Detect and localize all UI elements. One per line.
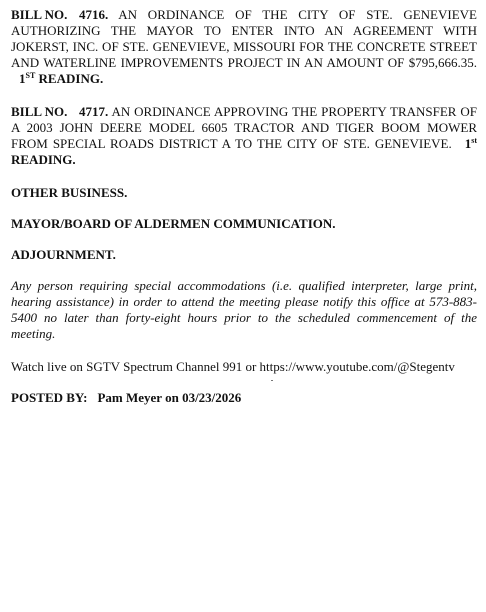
heading-adjournment: ADJOURNMENT. (11, 247, 116, 262)
accommodations-notice: Any person requiring special accommodations (i.e. qualified interpreter, large print, hearing assistance) in order to attend the meeting please notify this office at 573-883-5400 no later than forty-eight hours prior to the scheduled commencement of the meeting. (11, 278, 477, 341)
reading-label (19, 71, 103, 86)
scan-speck (271, 380, 273, 381)
reading-word: READING. (38, 71, 104, 86)
posted-by-line (11, 390, 477, 406)
posted-by-label: POSTED BY: (11, 390, 88, 405)
bill-description: AN ORDINANCE OF THE CITY OF STE. GENEVIEVE AUTHORIZING THE MAYOR TO ENTER INTO AN AGREEMENT WITH JOKERST, INC. OF STE. GENEVIEVE, MISSOURI FOR THE CONCRETE STREET AND WATERLINE IMPROVEMENTS PROJECT IN AN AMOUNT OF $795,666.35. (11, 7, 477, 70)
heading-other-business: OTHER BUSINESS. (11, 185, 128, 200)
bill-number: 4717. (79, 104, 109, 119)
bill-4717 (11, 104, 477, 168)
agenda-page (11, 7, 477, 406)
reading-number: 1 (19, 71, 26, 86)
posted-by-value: Pam Meyer on 03/23/2026 (97, 390, 242, 405)
reading-number: 1 (464, 136, 472, 151)
reading-ordinal: st (471, 136, 478, 145)
bill-label: BILL NO. (11, 104, 68, 119)
bill-description: AN ORDINANCE APPROVING THE PROPERTY TRANSFER OF A 2003 JOHN DEERE MODEL 6605 TRACTOR AND TIGER BOOM MOWER FROM SPECIAL ROADS DISTRICT A TO THE CITY OF STE. GENEVIEVE. (11, 104, 477, 151)
reading-word: READING. (11, 152, 76, 167)
watch-live-line: Watch live on SGTV Spectrum Channel 991 or https://www.youtube.com/@Stegentv (11, 359, 455, 374)
bill-4716 (11, 7, 477, 87)
heading-mayor-board-communication: MAYOR/BOARD OF ALDERMEN COMMUNICATION. (11, 216, 336, 231)
reading-ordinal: ST (25, 71, 36, 80)
bill-label: BILL NO. (11, 7, 68, 22)
bill-number: 4716. (79, 7, 109, 22)
